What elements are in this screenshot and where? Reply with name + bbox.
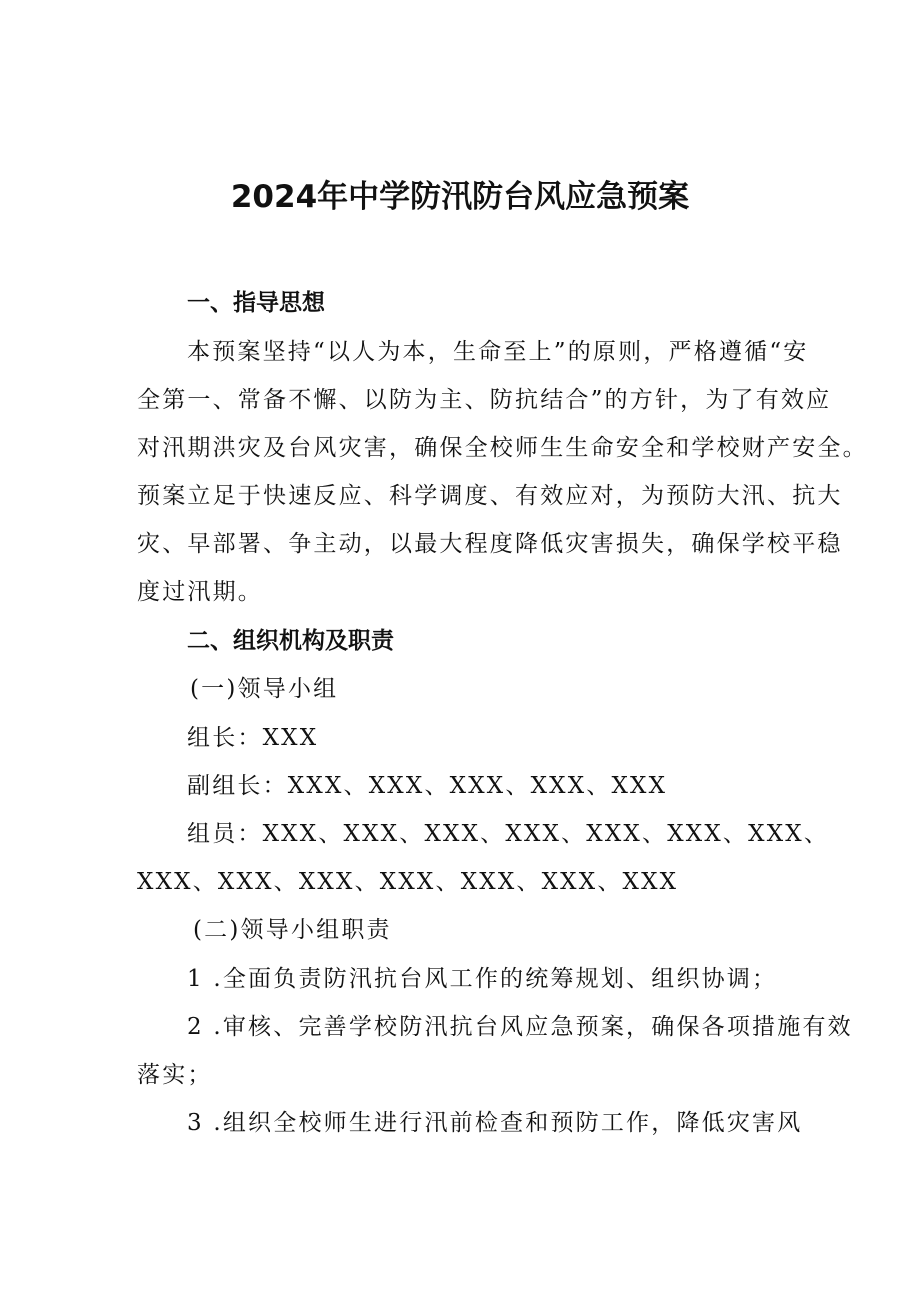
section1-heading: 一、指导思想: [187, 290, 325, 316]
duty-item: 2 .审核、完善学校防汛抗台风应急预案，确保各项措施有效: [187, 1014, 853, 1040]
duty-item-continued: 落实；: [137, 1062, 213, 1088]
duty-item: 3 .组织全校师生进行汛前检查和预防工作，降低灾害风: [187, 1110, 803, 1136]
subsection-group-duties: (二)领导小组职责: [193, 917, 392, 943]
members-line-continued: XXX、XXX、XXX、XXX、XXX、XXX、XXX: [137, 869, 679, 895]
section1-paragraph-line: 预案立足于快速反应、科学调度、有效应对，为预防大汛、抗大: [137, 483, 843, 509]
group-leader-line: 组长：XXX: [187, 725, 319, 751]
subsection-leadership-group: (一)领导小组: [190, 676, 339, 702]
section1-paragraph-line: 灾、早部署、争主动，以最大程度降低灾害损失，确保学校平稳: [137, 531, 843, 557]
section1-paragraph-line: 本预案坚持“以人为本，生命至上”的原则，严格遵循“安: [187, 339, 809, 365]
section1-paragraph-line: 对汛期洪灾及台风灾害，确保全校师生生命安全和学校财产安全。: [137, 435, 868, 461]
duty-item: 1 .全面负责防汛抗台风工作的统筹规划、组织协调；: [187, 966, 778, 992]
deputy-leader-line: 副组长：XXX、XXX、XXX、XXX、XXX: [187, 773, 668, 799]
members-line: 组员：XXX、XXX、XXX、XXX、XXX、XXX、XXX、: [187, 821, 830, 847]
section2-heading: 二、组织机构及职责: [187, 628, 394, 654]
document-title: 2024年中学防汛防台风应急预案: [230, 179, 690, 215]
section1-paragraph-line: 度过汛期。: [137, 579, 263, 605]
section1-paragraph-line: 全第一、常备不懈、以防为主、防抗结合”的方针，为了有效应: [137, 387, 832, 413]
